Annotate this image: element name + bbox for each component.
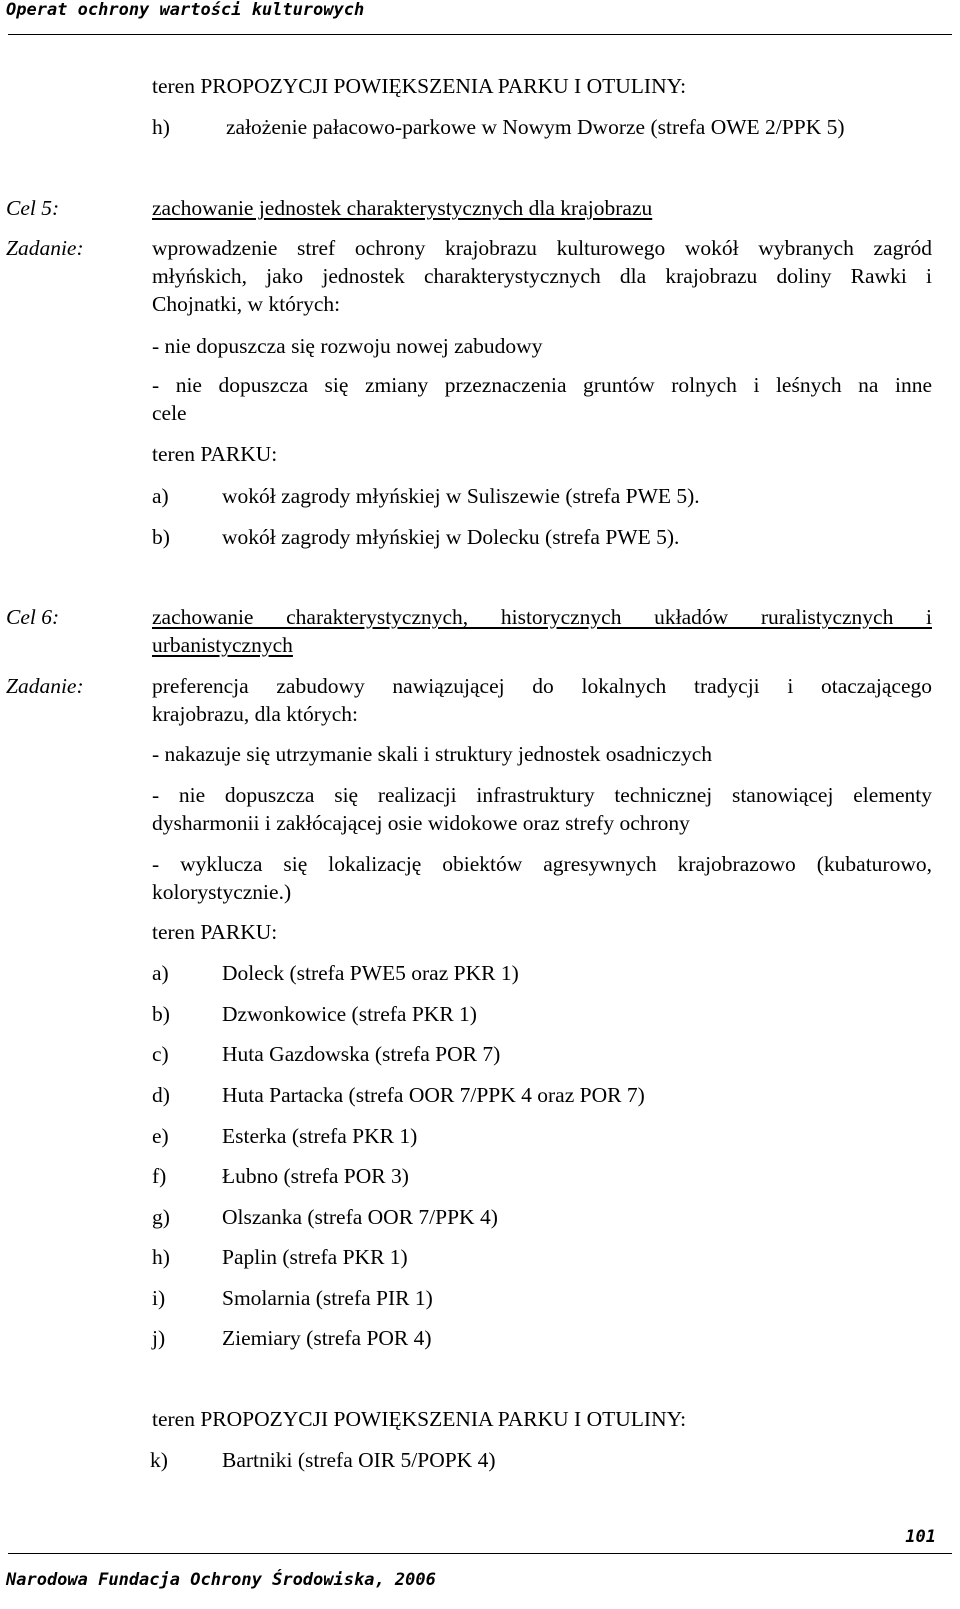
item-text: założenie pałacowo-parkowe w Nowym Dworze (strefa OWE 2/PPK 5): [226, 115, 845, 139]
item-letter: h): [152, 115, 170, 139]
item-text: Smolarnia (strefa PIR 1): [222, 1286, 433, 1310]
zadanie-6-line: preferencja zabudowy nawiązującej do lokalnych tradycji i otaczającego: [152, 674, 932, 698]
item-text: Ziemiary (strefa POR 4): [222, 1326, 432, 1350]
zadanie-5-line: Chojnatki, w których:: [152, 292, 341, 316]
bullet: - nie dopuszcza się zmiany przeznaczenia gruntów rolnych i leśnych na inne: [152, 373, 932, 397]
zadanie-5-line: młyńskich, jako jednostek charakterystycznych dla krajobrazu doliny Rawki i: [152, 264, 932, 288]
cel-5-label: Cel 5:: [6, 196, 60, 220]
bullet: - nie dopuszcza się realizacji infrastruktury technicznej stanowiącej elementy: [152, 783, 932, 807]
cel-6-label: Cel 6:: [6, 605, 60, 629]
item-letter: a): [152, 484, 169, 508]
item-letter: g): [152, 1205, 170, 1229]
park-heading: teren PARKU:: [152, 920, 278, 944]
item-text: Olszanka (strefa OOR 7/PPK 4): [222, 1205, 498, 1229]
item-letter: a): [152, 961, 169, 985]
cel-6-goal: zachowanie charakterystycznych, historycznych układów ruralistycznych i: [152, 605, 932, 629]
zadanie-5-label: Zadanie:: [6, 236, 84, 260]
bullet: - nakazuje się utrzymanie skali i struktury jednostek osadniczych: [152, 742, 713, 766]
bullet-continuation: dysharmonii i zakłócającej osie widokowe oraz strefy ochrony: [152, 811, 690, 835]
bullet-continuation: cele: [152, 401, 187, 425]
item-letter: b): [152, 525, 170, 549]
item-letter: c): [152, 1042, 169, 1066]
park-heading: teren PARKU:: [152, 442, 278, 466]
item-text: Paplin (strefa PKR 1): [222, 1245, 408, 1269]
header-rule: [8, 34, 952, 35]
item-text: Huta Gazdowska (strefa POR 7): [222, 1042, 501, 1066]
item-text: Bartniki (strefa OIR 5/POPK 4): [222, 1448, 496, 1472]
bullet-continuation: kolorystycznie.): [152, 880, 292, 904]
zadanie-6-label: Zadanie:: [6, 674, 84, 698]
item-text: Huta Partacka (strefa OOR 7/PPK 4 oraz POR 7): [222, 1083, 645, 1107]
item-letter: b): [152, 1002, 170, 1026]
item-letter: j): [152, 1326, 166, 1350]
footer-org: Narodowa Fundacja Ochrony Środowiska, 2006: [6, 1570, 436, 1590]
footer-rule: [8, 1553, 952, 1554]
item-text: Dzwonkowice (strefa PKR 1): [222, 1002, 477, 1026]
item-text: wokół zagrody młyńskiej w Suliszewie (strefa PWE 5).: [222, 484, 700, 508]
bullet: - nie dopuszcza się rozwoju nowej zabudowy: [152, 334, 543, 358]
proposal-heading: teren PROPOZYCJI POWIĘKSZENIA PARKU I OTULINY:: [152, 1407, 687, 1431]
item-letter: e): [152, 1124, 169, 1148]
item-letter: h): [152, 1245, 170, 1269]
cel-6-goal: urbanistycznych: [152, 633, 293, 657]
bullet: - wyklucza się lokalizację obiektów agresywnych krajobrazowo (kubaturowo,: [152, 852, 932, 876]
cel-5-goal: zachowanie jednostek charakterystycznych dla krajobrazu: [152, 196, 653, 220]
item-letter: d): [152, 1083, 170, 1107]
page-number: 101: [905, 1527, 936, 1547]
item-text: Doleck (strefa PWE5 oraz PKR 1): [222, 961, 519, 985]
item-text: wokół zagrody młyńskiej w Dolecku (strefa PWE 5).: [222, 525, 680, 549]
item-letter: f): [152, 1164, 167, 1188]
zadanie-5-line: wprowadzenie stref ochrony krajobrazu kulturowego wokół wybranych zagród: [152, 236, 932, 260]
item-letter: i): [152, 1286, 166, 1310]
running-header: Operat ochrony wartości kulturowych: [6, 0, 365, 20]
proposal-heading-top: teren PROPOZYCJI POWIĘKSZENIA PARKU I OTULINY:: [152, 74, 687, 98]
item-letter: k): [150, 1448, 168, 1472]
item-text: Esterka (strefa PKR 1): [222, 1124, 418, 1148]
zadanie-6-line: krajobrazu, dla których:: [152, 702, 358, 726]
item-text: Łubno (strefa POR 3): [222, 1164, 409, 1188]
